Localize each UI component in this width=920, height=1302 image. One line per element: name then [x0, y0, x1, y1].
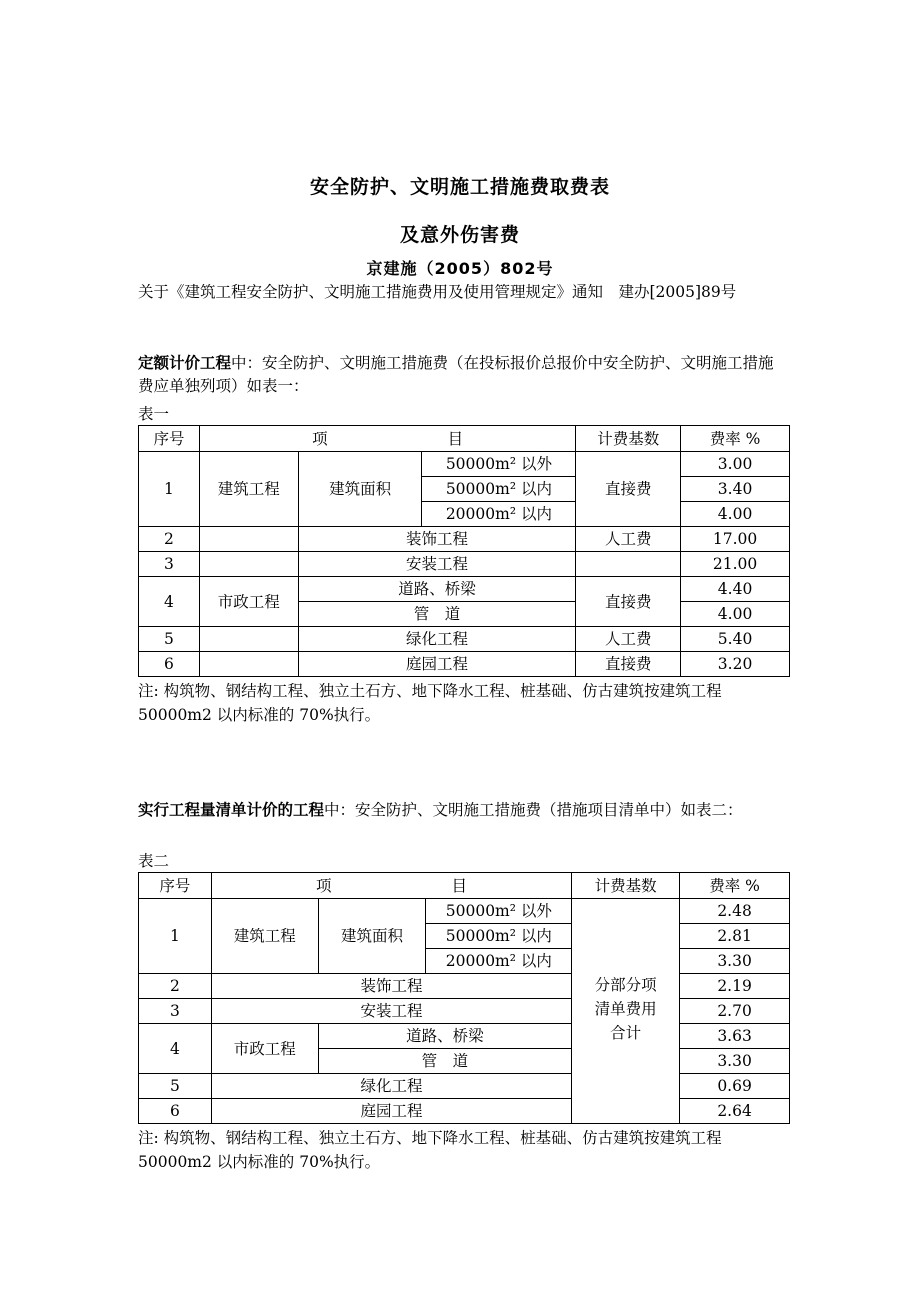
category-cell: 市政工程 — [199, 577, 298, 627]
header-rate: 费率 % — [681, 426, 790, 452]
section2-paragraph — [138, 799, 788, 822]
seq-cell: 5 — [139, 627, 200, 652]
title-line-2: 及意外伤害费 — [399, 224, 520, 246]
rate-cell: 3.00 — [681, 452, 790, 477]
rate-cell: 2.48 — [680, 899, 790, 924]
table-row — [139, 999, 790, 1024]
header-item — [199, 426, 575, 452]
seq-cell: 5 — [139, 1074, 212, 1099]
base-cell: 直接费 — [576, 577, 681, 627]
table-row — [139, 627, 790, 652]
seq-cell: 3 — [139, 552, 200, 577]
table2-note: 注: 构筑物、钢结构工程、独立土石方、地下降水工程、桩基础、仿古建筑按建筑工程 50000m2 以内标准的 70%执行。 — [138, 1129, 722, 1171]
item-cell: 庭园工程 — [211, 1099, 571, 1124]
table-row — [139, 1074, 790, 1099]
seq-cell: 2 — [139, 527, 200, 552]
base-cell: 人工费 — [576, 527, 681, 552]
base-cell — [572, 899, 680, 1124]
subcategory-cell: 建筑面积 — [318, 899, 426, 974]
seq-cell: 4 — [139, 1024, 212, 1074]
table-row — [139, 899, 790, 924]
item-cell: 50000m² 以外 — [422, 452, 576, 477]
header-seq: 序号 — [139, 873, 212, 899]
base-text: 分部分项清单费用合计 — [594, 976, 657, 1042]
item-cell: 装饰工程 — [298, 527, 576, 552]
rate-cell: 3.20 — [681, 652, 790, 677]
title-line-1: 安全防护、文明施工措施费取费表 — [309, 176, 610, 198]
category-cell — [199, 552, 298, 577]
seq-cell: 2 — [139, 974, 212, 999]
rate-cell: 2.19 — [680, 974, 790, 999]
category-cell: 建筑工程 — [211, 899, 318, 974]
rate-cell: 0.69 — [680, 1074, 790, 1099]
item-cell: 50000m² 以内 — [426, 924, 572, 949]
fee-table-1 — [138, 425, 790, 677]
seq-cell: 1 — [139, 899, 212, 974]
header-item-left: 项 — [316, 876, 332, 895]
header-item — [211, 873, 571, 899]
item-cell: 安装工程 — [298, 552, 576, 577]
item-cell: 绿化工程 — [298, 627, 576, 652]
table-row — [139, 552, 790, 577]
item-cell: 绿化工程 — [211, 1074, 571, 1099]
item-cell: 管 道 — [318, 1049, 572, 1074]
item-cell: 管 道 — [298, 602, 576, 627]
rate-cell: 4.00 — [681, 602, 790, 627]
item-cell: 道路、桥梁 — [298, 577, 576, 602]
section1-paragraph — [138, 352, 788, 398]
base-cell: 人工费 — [576, 627, 681, 652]
rate-cell: 3.40 — [681, 477, 790, 502]
table-header-row — [139, 873, 790, 899]
base-cell — [576, 552, 681, 577]
category-cell — [199, 627, 298, 652]
item-cell: 庭园工程 — [298, 652, 576, 677]
base-cell: 直接费 — [576, 652, 681, 677]
header-base: 计费基数 — [576, 426, 681, 452]
rate-cell: 5.40 — [681, 627, 790, 652]
section2-lead: 实行工程量清单计价的工程 — [138, 801, 325, 819]
table-row — [139, 452, 790, 477]
item-cell: 装饰工程 — [211, 974, 571, 999]
category-cell — [199, 527, 298, 552]
table-row — [139, 974, 790, 999]
seq-cell: 3 — [139, 999, 212, 1024]
rate-cell: 4.40 — [681, 577, 790, 602]
table1-label: 表一 — [138, 405, 170, 423]
header-seq: 序号 — [139, 426, 200, 452]
section2-text: 中：安全防护、文明施工措施费（措施项目清单中）如表二： — [324, 801, 743, 819]
category-cell — [199, 652, 298, 677]
section1-text: 中：安全防护、文明施工措施费（在投标报价总报价中安全防护、文明施工措施费应单独列项）如表一： — [138, 354, 774, 395]
header-rate: 费率 % — [680, 873, 790, 899]
table-row — [139, 1024, 790, 1049]
document-number: 京建施（2005）802号 — [366, 259, 554, 278]
intro-paragraph: 关于《建筑工程安全防护、文明施工措施费用及使用管理规定》通知 建办[2005]89号 — [138, 283, 737, 301]
rate-cell: 2.64 — [680, 1099, 790, 1124]
base-cell: 直接费 — [576, 452, 681, 527]
table1-note: 注: 构筑物、钢结构工程、独立土石方、地下降水工程、桩基础、仿古建筑按建筑工程 50000m2 以内标准的 70%执行。 — [138, 682, 722, 724]
category-cell: 建筑工程 — [199, 452, 298, 527]
subcategory-cell: 建筑面积 — [298, 452, 422, 527]
item-cell: 安装工程 — [211, 999, 571, 1024]
rate-cell: 21.00 — [681, 552, 790, 577]
header-item-left: 项 — [312, 429, 328, 448]
table-header-row — [139, 426, 790, 452]
rate-cell: 17.00 — [681, 527, 790, 552]
section1-lead: 定额计价工程 — [138, 354, 232, 372]
rate-cell: 3.30 — [680, 949, 790, 974]
item-cell: 20000m² 以内 — [426, 949, 572, 974]
header-base: 计费基数 — [572, 873, 680, 899]
seq-cell: 6 — [139, 652, 200, 677]
table-row — [139, 527, 790, 552]
rate-cell: 3.63 — [680, 1024, 790, 1049]
item-cell: 50000m² 以内 — [422, 477, 576, 502]
rate-cell: 2.81 — [680, 924, 790, 949]
table-row — [139, 1099, 790, 1124]
fee-table-2 — [138, 872, 790, 1124]
seq-cell: 4 — [139, 577, 200, 627]
table2-label: 表二 — [138, 852, 170, 870]
table-row — [139, 652, 790, 677]
item-cell: 道路、桥梁 — [318, 1024, 572, 1049]
category-cell: 市政工程 — [211, 1024, 318, 1074]
seq-cell: 1 — [139, 452, 200, 527]
seq-cell: 6 — [139, 1099, 212, 1124]
table-row — [139, 577, 790, 602]
rate-cell: 2.70 — [680, 999, 790, 1024]
header-item-right: 目 — [451, 876, 468, 895]
item-cell: 50000m² 以外 — [426, 899, 572, 924]
rate-cell: 4.00 — [681, 502, 790, 527]
rate-cell: 3.30 — [680, 1049, 790, 1074]
item-cell: 20000m² 以内 — [422, 502, 576, 527]
header-item-right: 目 — [447, 429, 464, 448]
